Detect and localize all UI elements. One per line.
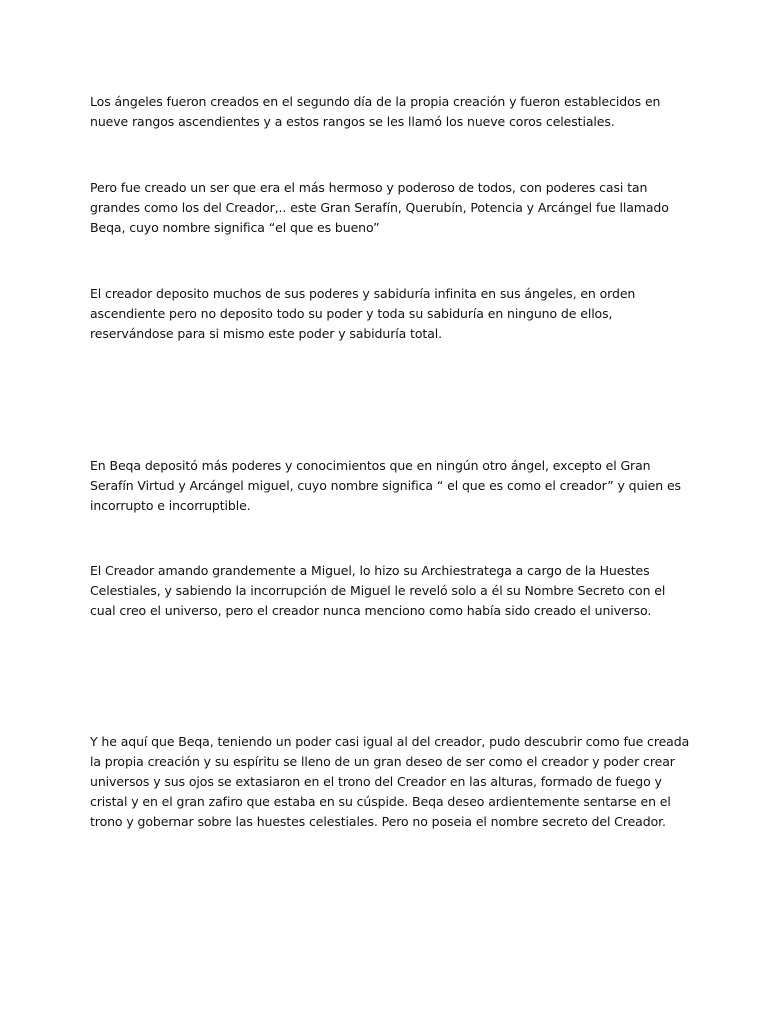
paragraph-beqa-introduction: Pero fue creado un ser que era el más hermoso y poderoso de todos, con poderes casi tan grandes como los del Creador,.. este Gran Serafín, Querubín, Potencia y Arcángel fue llamado Beqa, cuyo nombre significa “el que es bueno” bbox=[90, 180, 669, 235]
paragraph-miguel-archistrategist: El Creador amando grandemente a Miguel, lo hizo su Archiestratega a cargo de la Huestes Celestiales, y sabiendo la incorrupción de Miguel le reveló solo a él su Nombre Secreto con el cual creo el universo, pero el creador nunca menciono como había sido creado el universo. bbox=[90, 563, 666, 618]
paragraph-beqa-desire: Y he aquí que Beqa, teniendo un poder casi igual al del creador, pudo descubrir como fue creada la propia creación y su espíritu se lleno de un gran deseo de ser como el creador y poder crear universos y sus ojos se extasiaron en el trono del Creador en las alturas, formado de fuego y cristal y en el gran zafiro que estaba en su cúspide. Beqa deseo ardientemente sentarse en el trono y gobernar sobre las huestes celestiales. Pero no poseia el nombre secreto del Creador. bbox=[90, 734, 690, 829]
paragraph-beqa-knowledge: En Beqa depositó más poderes y conocimientos que en ningún otro ángel, excepto el Gran Serafín Virtud y Arcángel miguel, cuyo nombre significa “ el que es como el creador” y quien es incorrupto e incorruptible. bbox=[90, 458, 681, 513]
paragraph-creator-powers: El creador deposito muchos de sus poderes y sabiduría infinita en sus ángeles, en orden ascendiente pero no deposito todo su poder y toda su sabiduría en ninguno de ellos, reservándose para si mismo este poder y sabiduría total. bbox=[90, 286, 636, 341]
paragraph-angel-creation: Los ángeles fueron creados en el segundo día de la propia creación y fueron establecidos en nueve rangos ascendientes y a estos rangos se les llamó los nueve coros celestiales. bbox=[90, 94, 661, 129]
